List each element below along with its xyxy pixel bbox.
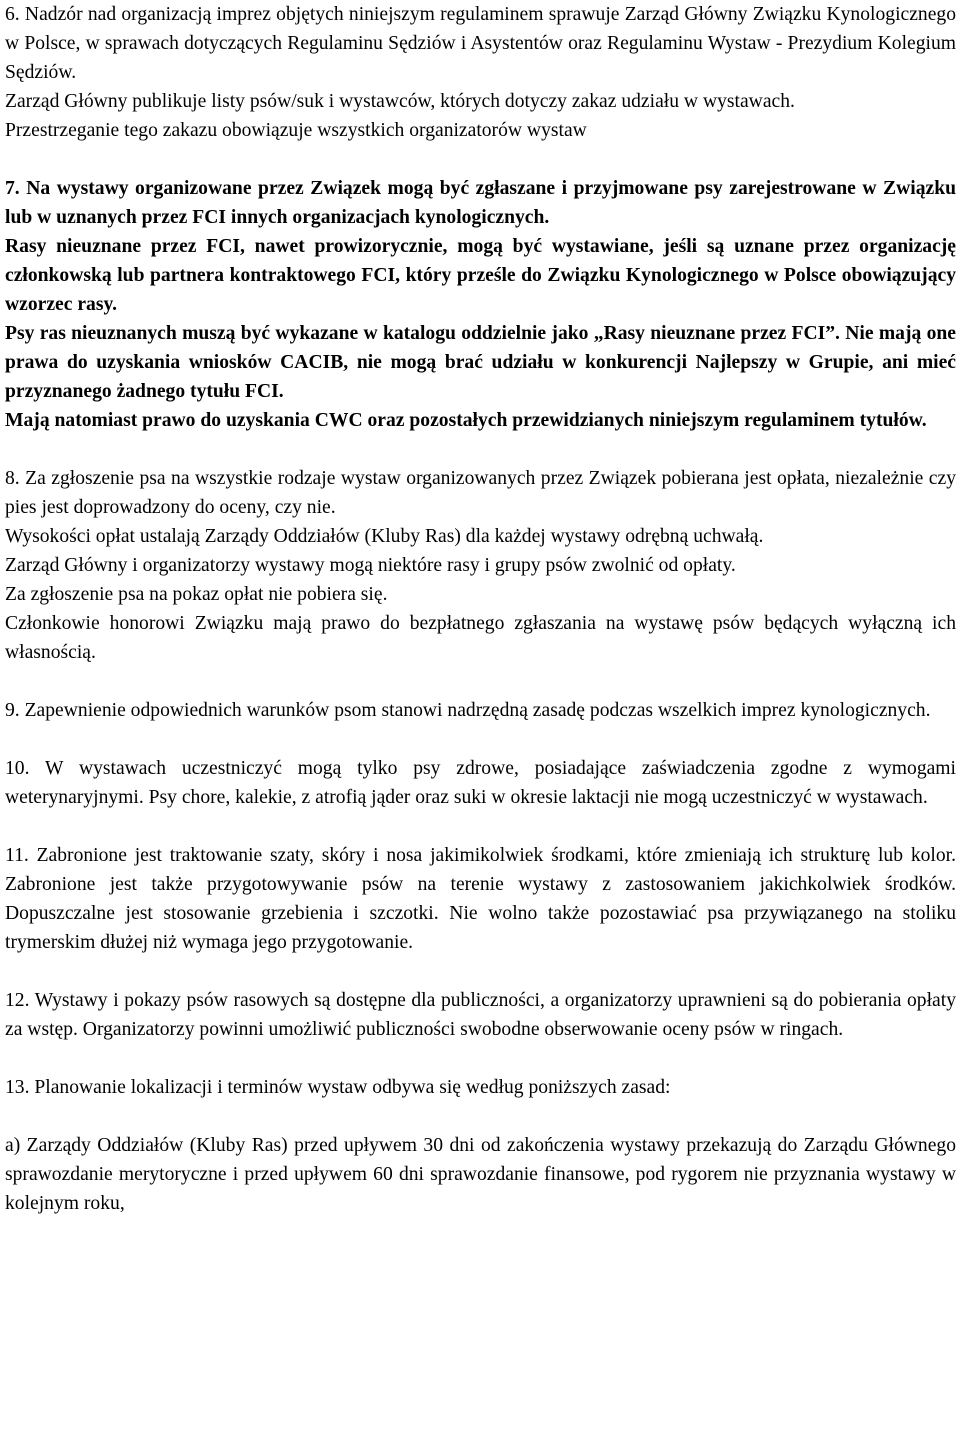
section-13 — [5, 1073, 956, 1218]
section-12 — [5, 986, 956, 1044]
section-gap — [5, 1102, 956, 1131]
section-9 — [5, 696, 956, 725]
paragraph: Wysokości opłat ustalają Zarządy Oddziałów (Kluby Ras) dla każdej wystawy odrębną uchwałą. — [5, 526, 764, 547]
paragraph: Za zgłoszenie psa na pokaz opłat nie pobiera się. — [5, 584, 388, 605]
section-gap — [5, 435, 956, 464]
list-item: a) Zarządy Oddziałów (Kluby Ras) przed upływem 30 dni od zakończenia wystawy przekazują do Zarządu Głównego sprawozdanie merytoryczne i przed upływem 60 dni sprawozdanie finansowe, pod rygorem nie przyznania wystawy w kolejnym roku, — [5, 1135, 956, 1214]
paragraph: 7. Na wystawy organizowane przez Związek mogą być zgłaszane i przyjmowane psy zarejestrowane w Związku lub w uznanych przez FCI innych organizacjach kynologicznych. — [5, 178, 956, 228]
paragraph: Mają natomiast prawo do uzyskania CWC oraz pozostałych przewidzianych niniejszym regulaminem tytułów. — [5, 410, 927, 431]
paragraph: Psy ras nieuznanych muszą być wykazane w katalogu oddzielnie jako „Rasy nieuznane przez FCI”. Nie mają one prawa do uzyskania wniosków CACIB, nie mogą brać udziału w konkurencji Najlepszy w Grupie, ani mieć przyznanego żadnego tytułu FCI. — [5, 323, 956, 402]
paragraph: Przestrzeganie tego zakazu obowiązuje wszystkich organizatorów wystaw — [5, 120, 587, 141]
paragraph: 6. Nadzór nad organizacją imprez objętych niniejszym regulaminem sprawuje Zarząd Główny Związku Kynologicznego w Polsce, w sprawach dotyczących Regulaminu Sędziów i Asystentów oraz Regulaminu Wystaw - Prezydium Kolegium Sędziów. — [5, 4, 956, 83]
section-11 — [5, 841, 956, 957]
section-gap — [5, 1044, 956, 1073]
paragraph: 11. Zabronione jest traktowanie szaty, skóry i nosa jakimikolwiek środkami, które zmieniają ich strukturę lub kolor. Zabronione jest także przygotowywanie psów na terenie wystawy z zastosowaniem jakichkolwiek środków. Dopuszczalne jest stosowanie grzebienia i szczotki. Nie wolno także pozostawiać psa przywiązanego na stoliku trymerskim dłużej niż wymaga jego przygotowanie. — [5, 845, 956, 953]
paragraph: Zarząd Główny i organizatorzy wystawy mogą niektóre rasy i grupy psów zwolnić od opłaty. — [5, 555, 736, 576]
paragraph: 8. Za zgłoszenie psa na wszystkie rodzaje wystaw organizowanych przez Związek pobierana jest opłata, niezależnie czy pies jest doprowadzony do oceny, czy nie. — [5, 468, 956, 518]
section-gap — [5, 812, 956, 841]
paragraph: 10. W wystawach uczestniczyć mogą tylko psy zdrowe, posiadające zaświadczenia zgodne z wymogami weterynaryjnymi. Psy chore, kalekie, z atrofią jąder oraz suki w okresie laktacji nie mogą uczestniczyć w wystawach. — [5, 758, 956, 808]
paragraph: Członkowie honorowi Związku mają prawo do bezpłatnego zgłaszania na wystawę psów będących wyłączną ich własnością. — [5, 613, 956, 663]
section-8 — [5, 464, 956, 667]
section-10 — [5, 754, 956, 812]
section-7 — [5, 174, 956, 435]
paragraph: Rasy nieuznane przez FCI, nawet prowizorycznie, mogą być wystawiane, jeśli są uznane przez organizację członkowską lub partnera kontraktowego FCI, który prześle do Związku Kynologicznego w Polsce obowiązujący wzorzec rasy. — [5, 236, 956, 315]
section-gap — [5, 725, 956, 754]
paragraph: Zarząd Główny publikuje listy psów/suk i wystawców, których dotyczy zakaz udziału w wystawach. — [5, 91, 795, 112]
section-gap — [5, 145, 956, 174]
paragraph: 12. Wystawy i pokazy psów rasowych są dostępne dla publiczności, a organizatorzy uprawnieni są do pobierania opłaty za wstęp. Organizatorzy powinni umożliwić publiczności swobodne obserwowanie oceny psów w ringach. — [5, 990, 956, 1040]
section-gap — [5, 957, 956, 986]
document-page — [5, 0, 956, 1218]
paragraph: 13. Planowanie lokalizacji i terminów wystaw odbywa się według poniższych zasad: — [5, 1077, 671, 1098]
section-gap — [5, 667, 956, 696]
paragraph: 9. Zapewnienie odpowiednich warunków psom stanowi nadrzędną zasadę podczas wszelkich imprez kynologicznych. — [5, 700, 931, 721]
section-6 — [5, 0, 956, 145]
